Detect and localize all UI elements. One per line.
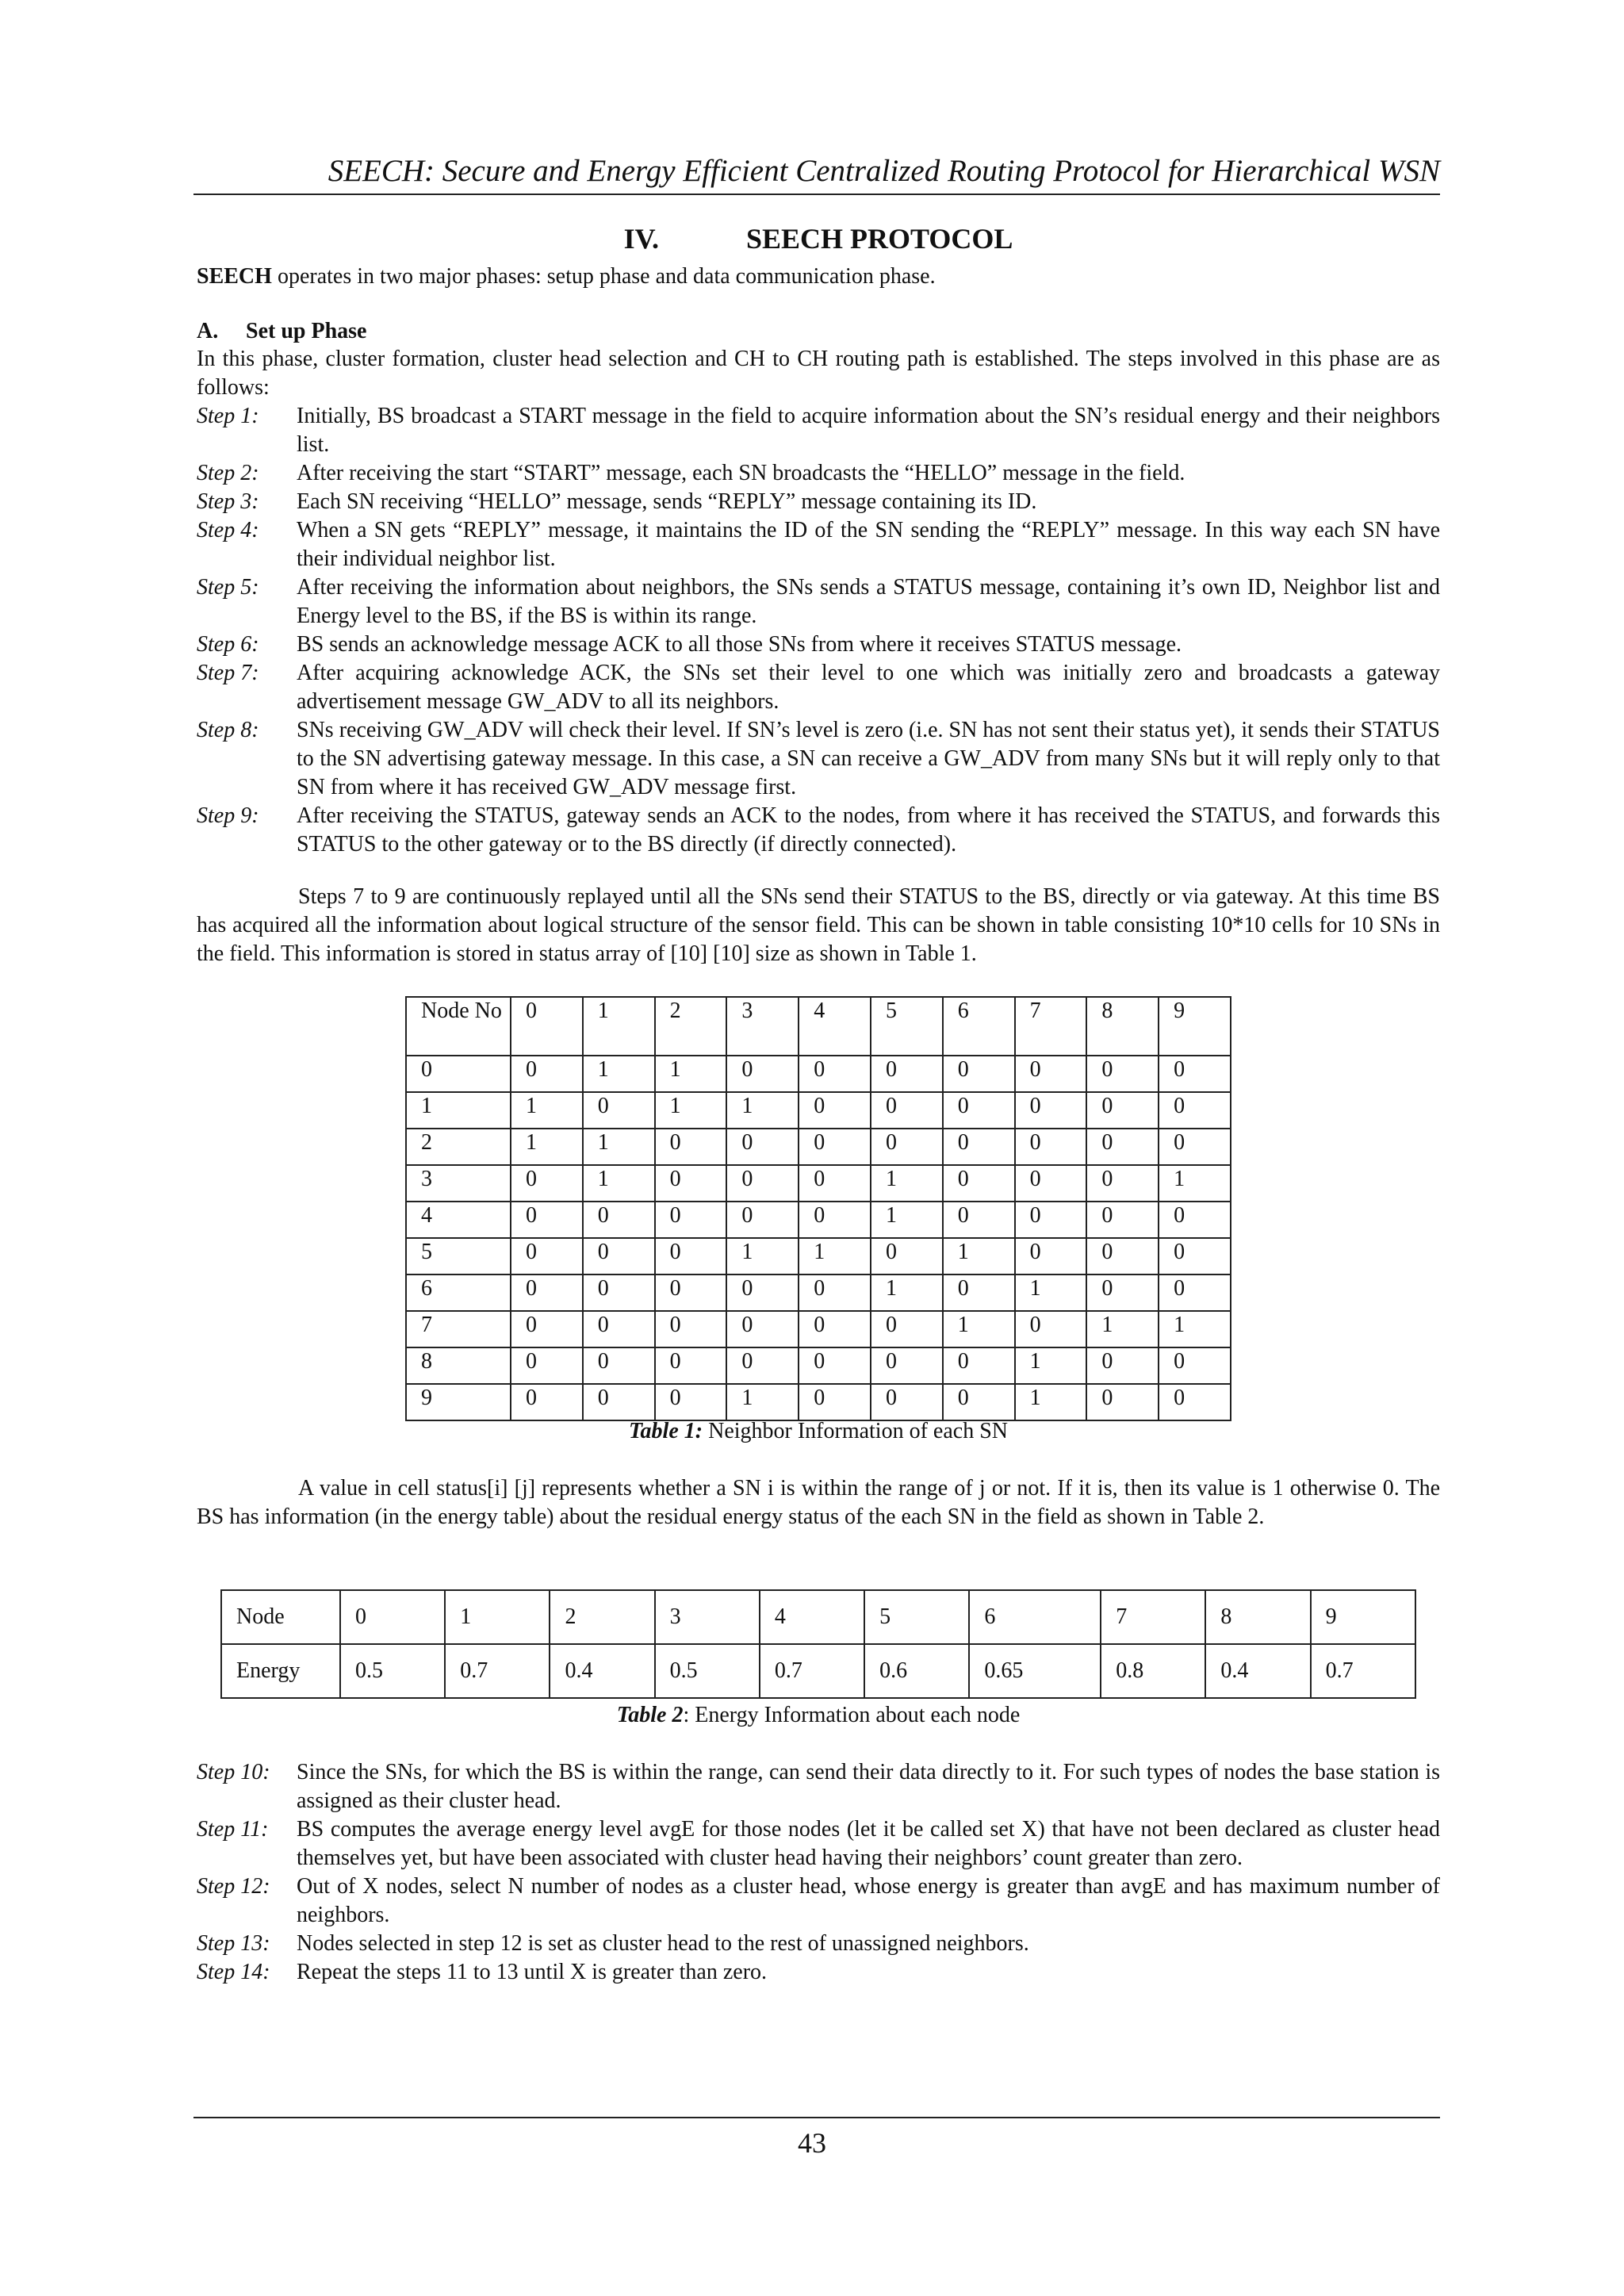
step-label: Step 2: xyxy=(197,461,259,485)
step-text: After receiving the start “START” message, each SN broadcasts the “HELLO” message in the field. xyxy=(297,461,1185,485)
energy-value-cell: 0.7 xyxy=(1311,1644,1415,1698)
table-cell: 0 xyxy=(943,1347,1015,1384)
energy-row xyxy=(221,1644,1415,1698)
energy-value-cell: 0.7 xyxy=(760,1644,864,1698)
node-id-cell: 4 xyxy=(760,1590,864,1644)
step-text: Nodes selected in step 12 is set as cluster head to the rest of unassigned neighbors. xyxy=(297,1931,1029,1956)
energy-table xyxy=(220,1589,1416,1699)
table-cell: 1 xyxy=(1086,1311,1159,1347)
table1-caption-text: Neighbor Information of each SN xyxy=(703,1419,1008,1443)
subsection-heading xyxy=(197,317,366,346)
column-header-cell: 8 xyxy=(1086,997,1159,1056)
table-cell: 0 xyxy=(1086,1056,1159,1092)
table-cell: 0 xyxy=(799,1092,871,1129)
table-cell: 0 xyxy=(943,1056,1015,1092)
row-header-cell: 3 xyxy=(406,1165,511,1202)
steps-list-part1 xyxy=(197,402,1440,859)
table-cell: 0 xyxy=(1086,1347,1159,1384)
step-item xyxy=(197,1815,1440,1872)
table-cell: 0 xyxy=(1159,1056,1231,1092)
step-label: Step 9: xyxy=(197,803,259,828)
step-item xyxy=(197,631,1440,659)
table-cell: 0 xyxy=(799,1129,871,1165)
table-cell: 0 xyxy=(871,1347,943,1384)
replay-paragraph: Steps 7 to 9 are continuously replayed until all the SNs send their STATUS to the BS, directly or via gateway. At this time BS has acquired all the information about logical structure of the sensor field. This can be shown in table consisting 10*10 cells for 10 SNs in the field. This information is stored in status array of [10] [10] size as shown in Table 1. xyxy=(197,884,1440,966)
table-cell: 0 xyxy=(726,1347,799,1384)
energy-row-label: Energy xyxy=(221,1644,340,1698)
table-cell: 0 xyxy=(871,1311,943,1347)
step-label: Step 8: xyxy=(197,718,259,742)
subsection-title: Set up Phase xyxy=(246,319,367,343)
table-cell: 0 xyxy=(1086,1384,1159,1420)
footer-rule xyxy=(193,2117,1440,2118)
table-cell: 1 xyxy=(1015,1347,1087,1384)
subsection-letter: A. xyxy=(197,319,219,343)
step-text: BS computes the average energy level avgE for those nodes (let it be called set X) that have not been declared as cluster head themselves yet, but have been associated with cluster head having their neighbors’ count greater than zero. xyxy=(297,1817,1440,1870)
step-item xyxy=(197,402,1440,459)
step-text: Out of X nodes, select N number of nodes as a cluster head, whose energy is greater than avgE and has maximum number of neighbors. xyxy=(297,1874,1440,1927)
table-cell: 0 xyxy=(1086,1274,1159,1311)
table-cell: 0 xyxy=(583,1202,655,1238)
section-heading: SEECH PROTOCOL xyxy=(745,223,1013,255)
table-cell: 0 xyxy=(871,1129,943,1165)
step-text: Initially, BS broadcast a START message in the field to acquire information about the SN’s residual energy and their neighbors list. xyxy=(297,404,1440,457)
table-cell: 0 xyxy=(1015,1092,1087,1129)
steps-list-part2 xyxy=(197,1758,1440,1987)
step-label: Step 10: xyxy=(197,1760,270,1784)
step-label: Step 4: xyxy=(197,518,259,542)
step-label: Step 12: xyxy=(197,1874,270,1899)
table-cell: 0 xyxy=(799,1347,871,1384)
table-cell: 0 xyxy=(1086,1165,1159,1202)
table-cell: 0 xyxy=(1086,1092,1159,1129)
table-cell: 0 xyxy=(871,1092,943,1129)
table-row xyxy=(406,1347,1231,1384)
table-cell: 0 xyxy=(1159,1274,1231,1311)
table-cell: 0 xyxy=(799,1384,871,1420)
table-cell: 1 xyxy=(583,1165,655,1202)
step-item xyxy=(197,1930,1440,1958)
column-header-cell: 7 xyxy=(1015,997,1087,1056)
energy-value-cell: 0.4 xyxy=(550,1644,654,1698)
table-cell: 0 xyxy=(1159,1202,1231,1238)
table-cell: 0 xyxy=(726,1274,799,1311)
table-cell: 0 xyxy=(511,1165,583,1202)
table-row xyxy=(406,1238,1231,1274)
table-cell: 0 xyxy=(511,1238,583,1274)
energy-value-cell: 0.8 xyxy=(1101,1644,1205,1698)
energy-value-cell: 0.65 xyxy=(969,1644,1101,1698)
row-header-cell: 0 xyxy=(406,1056,511,1092)
table-cell: 0 xyxy=(726,1202,799,1238)
column-header-cell: 9 xyxy=(1159,997,1231,1056)
table-row xyxy=(406,1165,1231,1202)
step-text: SNs receiving GW_ADV will check their level. If SN’s level is zero (i.e. SN has not sent their status yet), it sends their STATUS to the SN advertising gateway message. In this case, a SN can receive a GW_ADV from many SNs but it will reply only to that SN from where it has received GW_ADV message first. xyxy=(297,718,1440,799)
table-cell: 1 xyxy=(511,1092,583,1129)
step-item xyxy=(197,573,1440,631)
column-header-cell: 5 xyxy=(871,997,943,1056)
table-header-row xyxy=(406,997,1231,1056)
step-item xyxy=(197,802,1440,859)
table-cell: 1 xyxy=(871,1274,943,1311)
table-cell: 0 xyxy=(511,1311,583,1347)
table-cell: 1 xyxy=(655,1056,727,1092)
row-header-cell: 1 xyxy=(406,1092,511,1129)
step-text: BS sends an acknowledge message ACK to all those SNs from where it receives STATUS message. xyxy=(297,632,1182,657)
table-cell: 0 xyxy=(511,1347,583,1384)
energy-value-cell: 0.6 xyxy=(864,1644,969,1698)
table-cell: 0 xyxy=(655,1384,727,1420)
node-id-cell: 5 xyxy=(864,1590,969,1644)
step-item xyxy=(197,716,1440,802)
status-paragraph: A value in cell status[i] [j] represents whether a SN i is within the range of j or not. If it is, then its value is 1 otherwise 0. The BS has information (in the energy table) about the residual energy status of the each SN in the field as shown in Table 2. xyxy=(197,1476,1440,1529)
node-id-cell: 7 xyxy=(1101,1590,1205,1644)
table-cell: 1 xyxy=(943,1311,1015,1347)
node-id-cell: 0 xyxy=(340,1590,445,1644)
table-cell: 1 xyxy=(726,1092,799,1129)
table-cell: 0 xyxy=(1159,1092,1231,1129)
table-cell: 0 xyxy=(1159,1129,1231,1165)
column-header-cell: 4 xyxy=(799,997,871,1056)
node-id-cell: 3 xyxy=(655,1590,760,1644)
node-row-label: Node xyxy=(221,1590,340,1644)
table-cell: 0 xyxy=(871,1384,943,1420)
step-text: After acquiring acknowledge ACK, the SNs set their level to one which was initially zero and broadcasts a gateway advertisement message GW_ADV to all its neighbors. xyxy=(297,661,1440,714)
step-label: Step 5: xyxy=(197,575,259,600)
table-row xyxy=(406,1092,1231,1129)
section-number: IV. xyxy=(623,223,659,255)
row-header-cell: 9 xyxy=(406,1384,511,1420)
table-cell: 1 xyxy=(1159,1165,1231,1202)
step-label: Step 6: xyxy=(197,632,259,657)
table-cell: 0 xyxy=(1086,1129,1159,1165)
step-text: Since the SNs, for which the BS is within the range, can send their data directly to it. For such types of nodes the base station is assigned as their cluster head. xyxy=(297,1760,1440,1813)
table-cell: 0 xyxy=(871,1238,943,1274)
step-label: Step 14: xyxy=(197,1960,270,1984)
section-title xyxy=(197,221,1440,256)
table-cell: 0 xyxy=(943,1274,1015,1311)
table-cell: 0 xyxy=(1015,1311,1087,1347)
table-cell: 0 xyxy=(511,1384,583,1420)
step-item xyxy=(197,1958,1440,1987)
node-row xyxy=(221,1590,1415,1644)
table-cell: 0 xyxy=(655,1311,727,1347)
table-cell: 1 xyxy=(583,1056,655,1092)
step-item xyxy=(197,459,1440,488)
table-cell: 0 xyxy=(726,1311,799,1347)
table-cell: 0 xyxy=(511,1202,583,1238)
step-item xyxy=(197,488,1440,516)
table-row xyxy=(406,1202,1231,1238)
table-cell: 0 xyxy=(799,1165,871,1202)
intro-text: operates in two major phases: setup phase and data communication phase. xyxy=(271,264,936,289)
table-corner-cell: Node No xyxy=(406,997,511,1056)
table-row xyxy=(406,1311,1231,1347)
table-cell: 0 xyxy=(1015,1165,1087,1202)
running-header: SEECH: Secure and Energy Efficient Centralized Routing Protocol for Hierarchical WSN xyxy=(327,154,1440,188)
table-cell: 0 xyxy=(583,1347,655,1384)
table-cell: 0 xyxy=(799,1311,871,1347)
table-cell: 0 xyxy=(583,1274,655,1311)
step-label: Step 11: xyxy=(197,1817,269,1842)
table-cell: 0 xyxy=(655,1202,727,1238)
table2-caption-text: : Energy Information about each node xyxy=(683,1703,1021,1727)
node-id-cell: 1 xyxy=(445,1590,550,1644)
table-cell: 0 xyxy=(1086,1238,1159,1274)
energy-value-cell: 0.5 xyxy=(340,1644,445,1698)
step-item xyxy=(197,1872,1440,1930)
table-cell: 0 xyxy=(1159,1384,1231,1420)
step-label: Step 13: xyxy=(197,1931,270,1956)
table-cell: 0 xyxy=(943,1129,1015,1165)
intro-lead: SEECH xyxy=(197,264,272,289)
column-header-cell: 2 xyxy=(655,997,727,1056)
node-id-cell: 9 xyxy=(1311,1590,1415,1644)
table-row xyxy=(406,1056,1231,1092)
step-label: Step 1: xyxy=(197,404,259,428)
intro-paragraph xyxy=(197,263,1440,291)
page-number: 43 xyxy=(798,2127,826,2159)
node-id-cell: 6 xyxy=(969,1590,1101,1644)
table-cell: 0 xyxy=(943,1092,1015,1129)
table-cell: 0 xyxy=(655,1165,727,1202)
table-row xyxy=(406,1384,1231,1420)
table-cell: 0 xyxy=(1015,1056,1087,1092)
step-text: After receiving the STATUS, gateway sends an ACK to the nodes, from where it has received the STATUS, and forwards this STATUS to the other gateway or to the BS directly (if directly connected). xyxy=(297,803,1440,857)
column-header-cell: 0 xyxy=(511,997,583,1056)
header-rule xyxy=(193,194,1440,195)
table-cell: 1 xyxy=(511,1129,583,1165)
step-item xyxy=(197,659,1440,716)
table-cell: 0 xyxy=(726,1129,799,1165)
table-cell: 0 xyxy=(943,1165,1015,1202)
node-id-cell: 8 xyxy=(1205,1590,1310,1644)
table-row xyxy=(406,1274,1231,1311)
table-cell: 0 xyxy=(583,1238,655,1274)
table-cell: 0 xyxy=(799,1274,871,1311)
table-cell: 0 xyxy=(726,1056,799,1092)
table-row xyxy=(406,1129,1231,1165)
table-cell: 1 xyxy=(943,1238,1015,1274)
table-cell: 1 xyxy=(871,1165,943,1202)
table-cell: 0 xyxy=(655,1129,727,1165)
table-cell: 0 xyxy=(583,1092,655,1129)
table-cell: 0 xyxy=(1159,1238,1231,1274)
energy-value-cell: 0.4 xyxy=(1205,1644,1310,1698)
row-header-cell: 2 xyxy=(406,1129,511,1165)
table-cell: 1 xyxy=(1015,1384,1087,1420)
row-header-cell: 7 xyxy=(406,1311,511,1347)
row-header-cell: 8 xyxy=(406,1347,511,1384)
table-cell: 0 xyxy=(583,1384,655,1420)
step-text: Each SN receiving “HELLO” message, sends “REPLY” message containing its ID. xyxy=(297,489,1037,514)
table-cell: 0 xyxy=(655,1238,727,1274)
table-cell: 1 xyxy=(871,1202,943,1238)
table-cell: 1 xyxy=(1015,1274,1087,1311)
step-item xyxy=(197,1758,1440,1815)
table-cell: 1 xyxy=(799,1238,871,1274)
table-cell: 0 xyxy=(1086,1202,1159,1238)
energy-value-cell: 0.7 xyxy=(445,1644,550,1698)
table-cell: 1 xyxy=(1159,1311,1231,1347)
node-id-cell: 2 xyxy=(550,1590,654,1644)
column-header-cell: 3 xyxy=(726,997,799,1056)
table-cell: 0 xyxy=(655,1347,727,1384)
table-cell: 0 xyxy=(799,1056,871,1092)
table-cell: 0 xyxy=(871,1056,943,1092)
table-cell: 1 xyxy=(583,1129,655,1165)
step-item xyxy=(197,516,1440,573)
table-cell: 0 xyxy=(1159,1347,1231,1384)
table-cell: 1 xyxy=(655,1092,727,1129)
row-header-cell: 6 xyxy=(406,1274,511,1311)
table-cell: 0 xyxy=(655,1274,727,1311)
step-label: Step 7: xyxy=(197,661,259,685)
column-header-cell: 6 xyxy=(943,997,1015,1056)
table-cell: 0 xyxy=(1015,1202,1087,1238)
setup-intro-paragraph: In this phase, cluster formation, cluster head selection and CH to CH routing path is established. The steps involved in this phase are as follows: xyxy=(197,347,1440,400)
row-header-cell: 5 xyxy=(406,1238,511,1274)
table-cell: 0 xyxy=(799,1202,871,1238)
table-cell: 0 xyxy=(1015,1238,1087,1274)
neighbor-table xyxy=(405,996,1231,1421)
table-cell: 1 xyxy=(726,1384,799,1420)
step-text: When a SN gets “REPLY” message, it maintains the ID of the SN sending the “REPLY” message. In this way each SN have their individual neighbor list. xyxy=(297,518,1440,571)
step-text: Repeat the steps 11 to 13 until X is greater than zero. xyxy=(297,1960,768,1984)
table-cell: 0 xyxy=(726,1165,799,1202)
energy-value-cell: 0.5 xyxy=(655,1644,760,1698)
table2-caption-label: Table 2 xyxy=(616,1703,684,1727)
table-cell: 0 xyxy=(943,1202,1015,1238)
column-header-cell: 1 xyxy=(583,997,655,1056)
table-cell: 0 xyxy=(511,1274,583,1311)
table1-caption-label: Table 1: xyxy=(629,1419,703,1443)
table-cell: 1 xyxy=(726,1238,799,1274)
table-cell: 0 xyxy=(583,1311,655,1347)
table-cell: 0 xyxy=(943,1384,1015,1420)
row-header-cell: 4 xyxy=(406,1202,511,1238)
table2-caption xyxy=(197,1701,1440,1730)
table-cell: 0 xyxy=(511,1056,583,1092)
step-text: After receiving the information about neighbors, the SNs sends a STATUS message, containing it’s own ID, Neighbor list and Energy level to the BS, if the BS is within its range. xyxy=(297,575,1440,628)
table1-caption xyxy=(197,1417,1440,1446)
table-cell: 0 xyxy=(1015,1129,1087,1165)
step-label: Step 3: xyxy=(197,489,259,514)
